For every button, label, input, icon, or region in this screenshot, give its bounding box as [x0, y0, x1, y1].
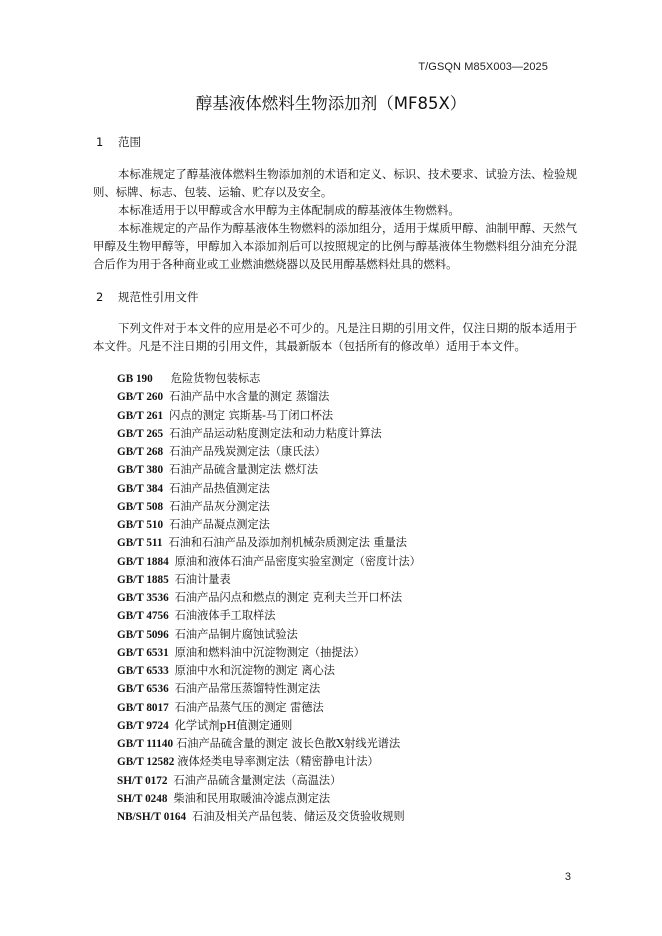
reference-item — [117, 772, 421, 790]
reference-code: GB/T 261 — [117, 409, 164, 422]
reference-name: 柴油和民用取暖油冷滤点测定法 — [173, 791, 331, 805]
reference-name: 危险货物包装标志 — [170, 372, 261, 385]
reference-code: GB/T 508 — [117, 500, 164, 513]
section-title: 范围 — [118, 135, 141, 149]
reference-name: 石油产品闪点和燃点的测定 克利夫兰开口杯法 — [174, 591, 403, 604]
reference-item — [117, 717, 421, 735]
reference-code: GB/T 12582 — [117, 756, 175, 769]
reference-name: 石油产品运动粘度测定法和动力粘度计算法 — [169, 426, 382, 440]
reference-name: 石油产品灰分测定法 — [169, 499, 270, 513]
reference-name: 液体烃类电导率测定法（精密静电计法） — [177, 755, 379, 769]
reference-code: GB/T 6531 — [117, 646, 169, 659]
reference-item — [117, 589, 421, 607]
section-number: 2 — [96, 290, 104, 304]
reference-code: GB/T 3536 — [117, 592, 169, 604]
reference-name: 石油产品硫含量测定法（高温法） — [173, 773, 342, 787]
reference-code: GB/T 5096 — [117, 628, 169, 641]
reference-name: 石油产品硫含量测定法 燃灯法 — [169, 463, 319, 477]
document-title: 醇基液体燃料生物添加剂（MF85X） — [195, 94, 467, 113]
reference-code: GB/T 380 — [117, 464, 164, 477]
page-number: 3 — [564, 871, 571, 883]
reference-name: 闪点的测定 宾斯基-马丁闭口杯法 — [169, 408, 334, 422]
reference-code: GB/T 9724 — [117, 719, 169, 732]
reference-name: 原油中水和沉淀物的测定 离心法 — [174, 664, 335, 677]
reference-name: 石油和石油产品及添加剂机械杂质测定法 重量法 — [168, 536, 407, 550]
document-code: T/GSQN M85X003—2025 — [418, 61, 548, 73]
reference-item — [117, 480, 421, 498]
reference-item — [117, 644, 421, 662]
reference-code: GB 190 — [117, 373, 153, 385]
reference-name: 石油产品常压蒸馏特性测定法 — [174, 682, 321, 696]
reference-code: SH/T 0172 — [117, 774, 168, 787]
reference-item — [117, 808, 421, 826]
reference-item — [117, 753, 421, 771]
reference-item — [117, 498, 421, 516]
reference-name: 石油产品热值测定法 — [169, 481, 270, 495]
reference-item — [117, 516, 421, 534]
reference-code: NB/SH/T 0164 — [117, 811, 187, 823]
reference-name: 石油产品中水含量的测定 蒸馏法 — [169, 390, 330, 404]
scope-paragraph-3: 本标准规定的产品作为醇基液体生物燃料的添加组分，适用于煤质甲醇、油制甲醇、天然气甲醇及生物甲醇等，甲醇加入本添加剂后可以按照规定的比例与醇基液体生物燃料组分油充分混合后作为用于各种商业或工业燃油燃烧器以及民用醇基燃料灶具的燃料。 — [93, 221, 577, 272]
reference-name: 石油产品残炭测定法（康氏法） — [169, 445, 326, 458]
reference-item — [117, 571, 421, 589]
reference-name: 石油及相关产品包装、储运及交货验收规则 — [192, 810, 405, 823]
reference-code: GB/T 384 — [117, 482, 164, 495]
scope-paragraph-1: 本标准规定了醇基液体燃料生物添加剂的术语和定义、标识、技术要求、试验方法、检验规则、标牌、标志、包装、运输、贮存以及安全。 — [93, 167, 577, 200]
reference-name: 石油产品凝点测定法 — [169, 518, 270, 531]
reference-code: GB/T 6533 — [117, 665, 169, 677]
reference-name: 石油计量表 — [174, 572, 231, 586]
section-heading-normative-references — [96, 289, 199, 305]
reference-item — [117, 407, 421, 425]
reference-code: GB/T 8017 — [117, 701, 169, 714]
reference-item — [117, 388, 421, 406]
reference-item — [117, 425, 421, 443]
reference-item — [117, 461, 421, 479]
reference-item — [117, 790, 421, 808]
reference-item — [117, 370, 421, 388]
reference-code: GB/T 11140 — [117, 738, 174, 750]
reference-code: GB/T 260 — [117, 391, 164, 404]
reference-item — [117, 662, 421, 680]
reference-code: GB/T 510 — [117, 519, 164, 531]
reference-item — [117, 534, 421, 552]
reference-code: GB/T 4756 — [117, 610, 169, 623]
reference-name: 原油和燃料油中沉淀物测定（抽提法） — [174, 645, 365, 659]
reference-item — [117, 680, 421, 698]
reference-name: 原油和液体石油产品密度实验室测定（密度计法） — [174, 554, 421, 568]
reference-code: GB/T 1884 — [117, 555, 169, 568]
reference-code: GB/T 265 — [117, 427, 164, 440]
reference-code: SH/T 0248 — [117, 792, 168, 805]
reference-item — [117, 443, 421, 461]
reference-name: 石油产品铜片腐蚀试验法 — [174, 627, 298, 641]
reference-item — [117, 626, 421, 644]
reference-code: GB/T 511 — [117, 537, 163, 550]
reference-name: 石油产品硫含量的测定 波长色散X射线光谱法 — [176, 737, 401, 750]
reference-item — [117, 699, 421, 717]
reference-item — [117, 607, 421, 625]
reference-name: 石油液体手工取样法 — [174, 609, 276, 623]
reference-name: 石油产品蒸气压的测定 雷德法 — [174, 700, 324, 714]
scope-paragraph-2: 本标准适用于以甲醇或含水甲醇为主体配制成的醇基液体生物燃料。 — [118, 203, 460, 217]
reference-code: GB/T 268 — [117, 446, 164, 458]
references-intro-paragraph: 下列文件对于本文件的应用是必不可少的。凡是注日期的引用文件，仅注日期的版本适用于本文件。凡是不注日期的引用文件，其最新版本（包括所有的修改单）适用于本文件。 — [93, 321, 577, 354]
reference-name: 化学试剂pH值测定通则 — [174, 718, 293, 732]
reference-code: GB/T 6536 — [117, 683, 169, 696]
reference-list — [117, 370, 421, 826]
section-heading-scope — [96, 134, 141, 150]
reference-item — [117, 735, 421, 753]
section-title: 规范性引用文件 — [118, 290, 199, 304]
reference-code: GB/T 1885 — [117, 573, 169, 586]
reference-item — [117, 553, 421, 571]
section-number: 1 — [96, 135, 104, 149]
